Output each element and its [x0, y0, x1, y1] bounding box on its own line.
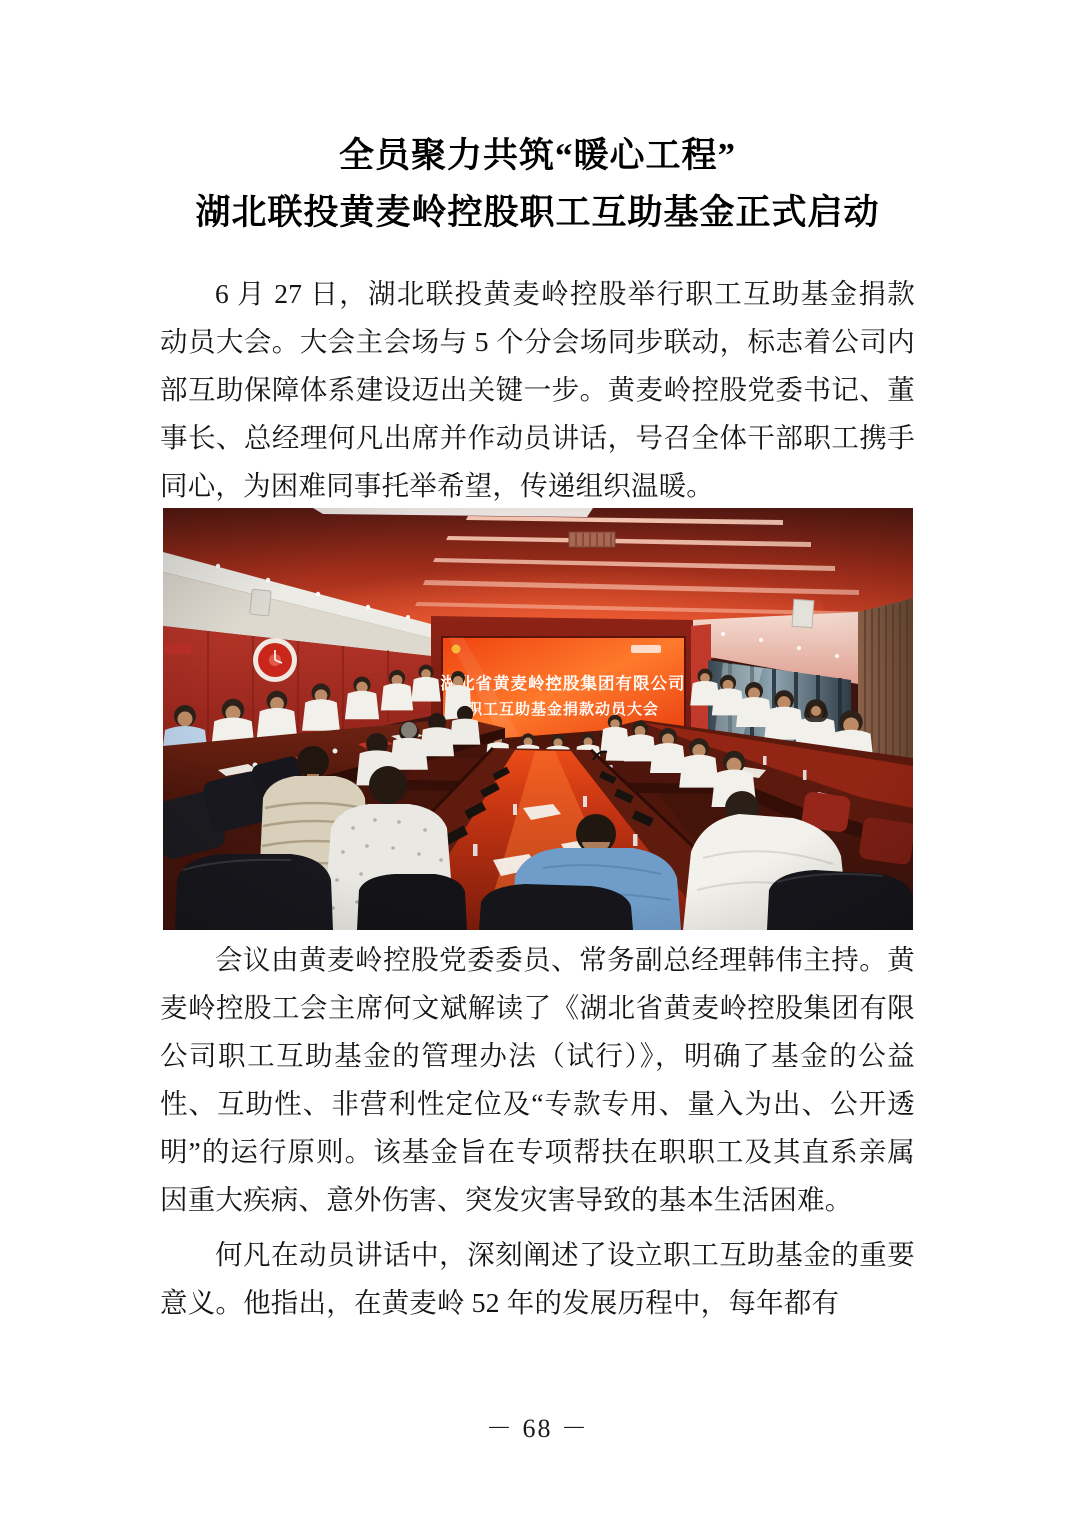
meeting-photo: [163, 508, 913, 930]
paragraph-3: 何凡在动员讲话中，深刻阐述了设立职工互助基金的重要意义。他指出，在黄麦岭 52 年的发展历程中，每年都有: [160, 1239, 915, 1318]
document-title-line2: 湖北联投黄麦岭控股职工互助基金正式启动: [195, 193, 880, 232]
paragraph-2: 会议由黄麦岭控股党委委员、常务副总经理韩伟主持。黄麦岭控股工会主席何文斌解读了《湖北省黄麦岭控股集团有限公司职工互助基金的管理办法（试行）》，明确了基金的公益性、互助性、非营利性定位及“专款专用、量入为出、公开透明”的运行原则。该基金旨在专项帮扶在职职工及其直系亲属因重大疾病、意外伤害、突发灾害导致的基本生活困难。: [160, 944, 915, 1215]
paragraph-1: 6 月 27 日，湖北联投黄麦岭控股举行职工互助基金捐款动员大会。大会主会场与 5 个分会场同步联动，标志着公司内部互助保障体系建设迈出关键一步。黄麦岭控股党委书记、董事长、总经理何凡出席并作动员讲话，号召全体干部职工携手同心，为困难同事托举希望，传递组织温暖。: [160, 278, 915, 501]
document-title-line1: 全员聚力共筑“暖心工程”: [338, 136, 736, 175]
meeting-photo-graphic: [163, 508, 913, 930]
page-number: － 68 －: [485, 1414, 589, 1443]
body-text-top: [160, 270, 915, 510]
body-text-bottom: [160, 936, 915, 1327]
